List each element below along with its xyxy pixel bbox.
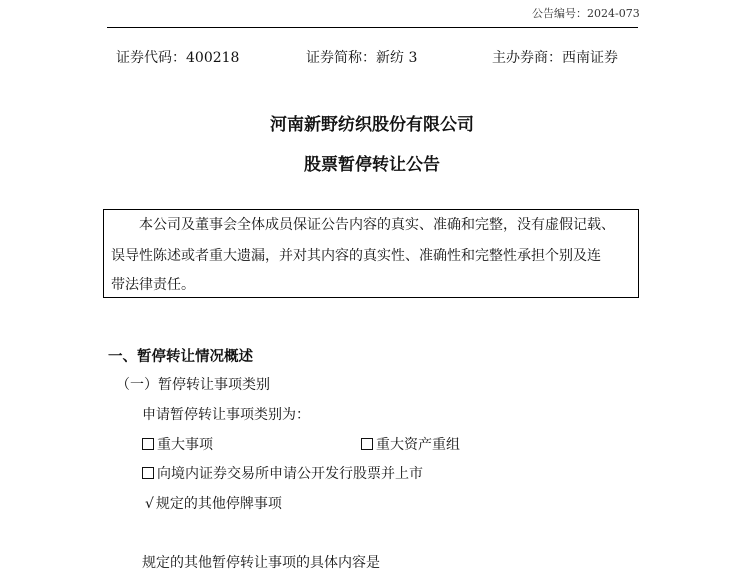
option-other-suspension-matters: [145, 493, 282, 513]
declaration-line-1: 本公司及董事会全体成员保证公告内容的真实、准确和完整，没有虚假记载、: [139, 217, 615, 233]
document-title: 股票暂停转让公告: [304, 155, 440, 175]
option-label: 规定的其他停牌事项: [155, 496, 282, 512]
security-abbreviation: 证券简称：新纺 3: [306, 50, 418, 66]
check-mark-icon: √: [145, 496, 154, 512]
company-name: 河南新野纺织股份有限公司: [270, 115, 474, 135]
declaration-box: [103, 209, 639, 298]
option-major-matter: [142, 434, 213, 454]
unchecked-box-icon: [142, 438, 154, 450]
sponsor-broker: 主办券商：西南证券: [492, 50, 618, 66]
option-domestic-ipo-listing: [142, 463, 423, 483]
section-heading: 一、暂停转让情况概述: [108, 348, 253, 365]
announcement-number: 公告编号：2024-073: [532, 7, 640, 20]
suspension-type-intro: 申请暂停转让事项类别为：: [142, 407, 310, 423]
unchecked-box-icon: [361, 438, 373, 450]
unchecked-box-icon: [142, 467, 154, 479]
declaration-line-3: 带法律责任。: [111, 277, 195, 293]
option-label: 向境内证券交易所申请公开发行股票并上市: [157, 466, 423, 482]
declaration-line-2: 误导性陈述或者重大遗漏，并对其内容的真实性、准确性和完整性承担个别及连: [111, 248, 601, 264]
option-label: 重大资产重组: [376, 437, 460, 453]
subsection-heading: （一）暂停转让事项类别: [116, 377, 270, 393]
security-code: 证券代码：400218: [116, 50, 240, 66]
option-label: 重大事项: [157, 437, 213, 453]
header-divider: [107, 27, 638, 28]
other-matter-details-intro: 规定的其他暂停转让事项的具体内容是: [142, 555, 380, 571]
option-major-asset-restructuring: [361, 434, 460, 454]
